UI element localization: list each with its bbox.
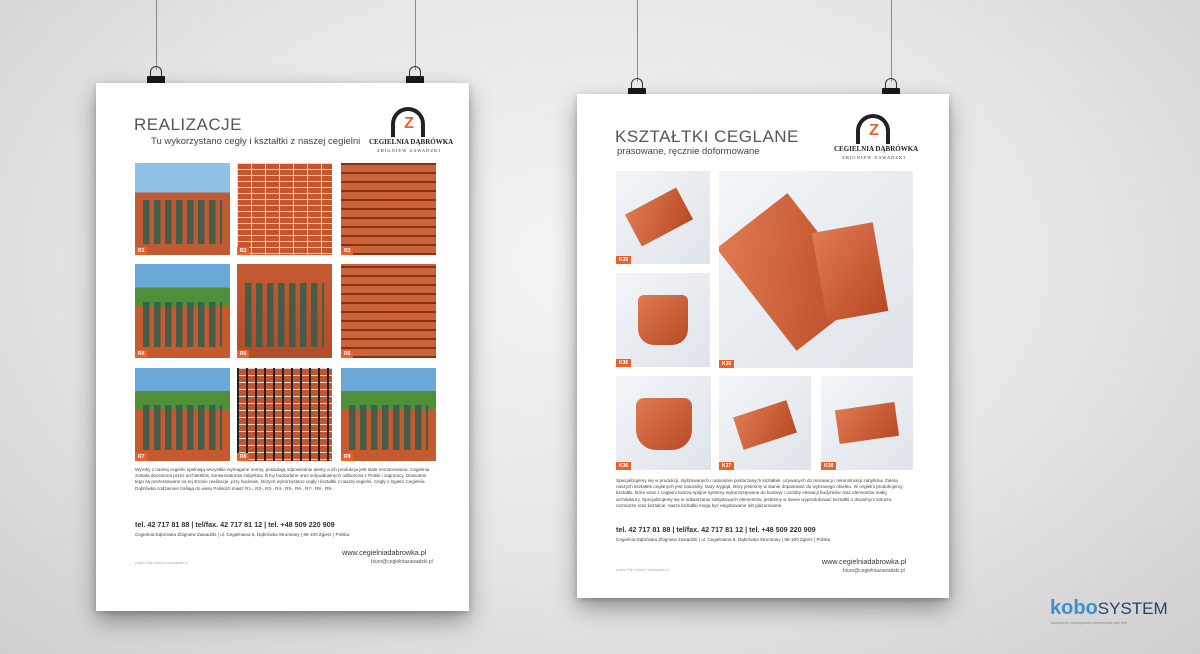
photo-label: R3 bbox=[341, 247, 353, 255]
photo-r5 bbox=[237, 264, 332, 358]
brick-shape bbox=[638, 295, 688, 345]
photo-k38 bbox=[821, 376, 913, 470]
kobosystem-logo: koboSYSTEM bbox=[1050, 597, 1168, 619]
photo-k37 bbox=[719, 376, 811, 470]
photo-r4 bbox=[135, 264, 230, 358]
photo-label: R2 bbox=[237, 247, 249, 255]
photo-r6 bbox=[341, 264, 436, 358]
address-line: Cegielnia Dąbrówka Zbigniew Zawadzki | ul. Cegielniana 6, Dąbrówka Strumiany | 95-100 Zgierz | Polska bbox=[616, 537, 831, 542]
cegielnia-logo: Z CEGIELNIA DĄBRÓWKA ZBIGNIEW ZAWADZKI bbox=[369, 107, 449, 157]
poster-ksztaltki bbox=[577, 94, 949, 598]
email-link[interactable]: biuro@cegielniazawadzki.pl bbox=[371, 559, 433, 565]
page-title: REALIZACJE bbox=[134, 115, 242, 134]
photo-k36-b bbox=[616, 376, 711, 470]
page-subtitle: Tu wykorzystano cegły i kształtki z naszej cegielni bbox=[151, 136, 361, 147]
hanging-wire bbox=[891, 0, 892, 82]
design-credit: projekt: Filip Kolonko | kobosystem.pl bbox=[135, 561, 188, 565]
brick-shape bbox=[733, 400, 797, 450]
brick-shape bbox=[625, 187, 693, 246]
brick-shape bbox=[636, 398, 692, 450]
photo-label: K37 bbox=[719, 462, 734, 470]
hanging-wire bbox=[637, 0, 638, 82]
photo-label: R4 bbox=[135, 350, 147, 358]
photo-label: R9 bbox=[341, 453, 353, 461]
photo-label: K35 bbox=[719, 360, 734, 368]
brand-tagline: skuteczne rozwiązania internetowe dla firm bbox=[1051, 620, 1128, 625]
cegielnia-logo: Z CEGIELNIA DĄBRÓWKA ZBIGNIEW ZAWADZKI bbox=[834, 114, 914, 164]
photo-label: K35 bbox=[616, 256, 631, 264]
photo-label: R5 bbox=[237, 350, 249, 358]
address-line: Cegielnia Dąbrówka Zbigniew Zawadzki | ul. Cegielniana 6, Dąbrówka Strumiany | 95-100 Zgierz | Polska bbox=[135, 532, 350, 537]
website-link[interactable]: www.cegielniadabrowka.pl bbox=[822, 557, 907, 566]
photo-label: K36 bbox=[616, 462, 631, 470]
photo-label: K38 bbox=[821, 462, 836, 470]
phone-line: tel. 42 717 81 88 | tel/fax. 42 717 81 12 | tel. +48 509 220 909 bbox=[616, 525, 816, 534]
photo-label: R6 bbox=[341, 350, 353, 358]
photo-r7 bbox=[135, 368, 230, 461]
hanging-wire bbox=[415, 0, 416, 70]
photo-r8 bbox=[237, 368, 332, 461]
photo-r2 bbox=[237, 163, 332, 255]
photo-label: R1 bbox=[135, 247, 147, 255]
hanging-wire bbox=[156, 0, 157, 70]
brick-shape bbox=[835, 402, 899, 444]
photo-r1 bbox=[135, 163, 230, 255]
page-subtitle: prasowane, ręcznie doformowane bbox=[617, 146, 760, 157]
photo-k35-large bbox=[719, 171, 913, 368]
phone-line: tel. 42 717 81 88 | tel/fax. 42 717 81 12 | tel. +48 509 220 909 bbox=[135, 520, 335, 529]
email-link[interactable]: biuro@cegielniazawadzki.pl bbox=[843, 568, 905, 574]
photo-r9 bbox=[341, 368, 436, 461]
poster-realizacje bbox=[96, 83, 469, 611]
description-text: Wyroby z naszej cegielni spełniają wszystkie wymagane normy, posiadają odpowiednie atesty a ich produkcja jest stale monitorowana. Cegielnia została doceniona przez architektów, konserwatorów zabytków, firmy budowlane oraz indywidualnych odbiorców z Polski i zagranicy. Dowodem tego są prezentowane na tej stronie realizacje, przy budowie, których wykorzystano cegły i kształtki z naszej cegielni. Cegły z logiem Cegielnia Dąbrówka codziennie trafiają do wielu Polskich miast: R1-, R2-, R3-, R4-, R5-, R6-, R7-, R8-, R9-. bbox=[135, 467, 430, 491]
photo-k35-small bbox=[616, 171, 710, 264]
photo-r3 bbox=[341, 163, 436, 255]
photo-k36-a bbox=[616, 273, 710, 367]
description-text: Specjalizujemy się w produkcji, stylizowanych i naturalnie postarzanych kształtek, używanych do renowacji i rekonstrukcji zabytków. Zaletą naszych kształtek ceglanych jest naturalny, stary wygląd, który jesteśmy w stanie dopasować do wybranego obiektu. W cegielni produkujemy: kształtki, które wraz z cegłami tworzą spójne systemy wykorzystywane do budowy i ozdoby elewacji budynków oraz elementów małej architektury. Specjalizujemy się w odtwarzaniu zabytkowych elementów, jesteśmy w stanie wyprodukować kształtki o dowolnym kolorze, rozmiarze oraz kształcie, nasze kształtki mogą być angobowane lub glazurowane. bbox=[616, 478, 904, 508]
page-title: KSZTAŁTKI CEGLANE bbox=[615, 127, 799, 146]
photo-label: R7 bbox=[135, 453, 147, 461]
website-link[interactable]: www.cegielniadabrowka.pl bbox=[342, 548, 427, 557]
photo-label: K36 bbox=[616, 359, 631, 367]
design-credit: projekt: Filip Kolonko | kobosystem.pl bbox=[616, 568, 669, 572]
photo-label: R8 bbox=[237, 453, 249, 461]
